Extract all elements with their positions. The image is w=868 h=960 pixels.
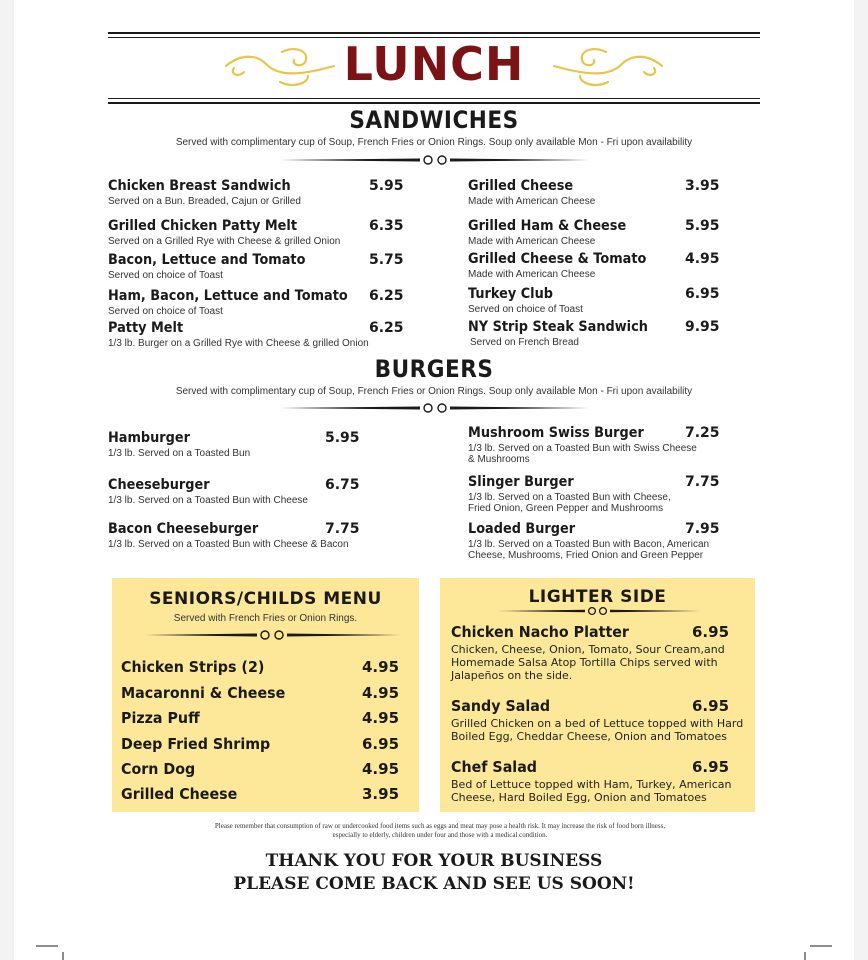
item-desc: Served on French Bread [470, 337, 579, 348]
item-price: 5.95 [369, 178, 404, 194]
item-price: 6.75 [325, 477, 360, 493]
item-price: 4.95 [362, 760, 400, 778]
item-price: 6.25 [369, 320, 404, 336]
item-name: Grilled Chicken Patty Melt [108, 218, 298, 234]
item-name: Bacon, Lettuce and Tomato [108, 252, 306, 268]
header-rule-bottom-thin [108, 98, 760, 99]
item-desc-line1: 1/3 lb. Served on a Toasted Bun with Cheese, [468, 492, 671, 503]
item-name: Loaded Burger [468, 521, 576, 537]
item-desc-line2: Boiled Egg, Cheddar Cheese, Onion and Tomatoes [451, 730, 728, 743]
lighter-heading: LIGHTER SIDE [528, 587, 667, 607]
item-price: 4.95 [362, 709, 400, 727]
item-price: 7.75 [325, 521, 360, 537]
item-name: Chicken Breast Sandwich [108, 178, 291, 194]
item-price: 7.25 [685, 425, 720, 441]
item-name: NY Strip Steak Sandwich [468, 319, 648, 335]
item-desc-line3: Jalapeños on the side. [451, 669, 573, 682]
thanks-line2: PLEASE COME BACK AND SEE US SOON! [233, 874, 635, 894]
burgers-subtitle: Served with complimentary cup of Soup, French Fries or Onion Rings. Soup only available Mon - Fri upon availability [175, 386, 693, 397]
thanks-line1: THANK YOU FOR YOUR BUSINESS [265, 851, 603, 871]
item-desc-line2: Cheese, Mushrooms, Fried Onion and Green Pepper [468, 550, 704, 561]
item-price: 3.95 [685, 178, 720, 194]
seniors-divider-icon [145, 628, 400, 642]
seniors-heading: SENIORS/CHILDS MENU [149, 589, 382, 609]
item-desc: Made with American Cheese [468, 236, 596, 247]
item-name: Mushroom Swiss Burger [468, 425, 644, 441]
item-desc: 1/3 lb. Burger on a Grilled Rye with Cheese & grilled Onion [108, 338, 369, 349]
lighter-side-box [440, 578, 755, 812]
seniors-menu-box [112, 578, 419, 812]
item-name: Corn Dog [121, 760, 196, 778]
lighter-divider-icon [495, 605, 700, 617]
item-name: Sandy Salad [451, 697, 551, 715]
item-name: Turkey Club [468, 286, 553, 302]
item-name: Ham, Bacon, Lettuce and Tomato [108, 288, 348, 304]
item-name: Grilled Cheese & Tomato [468, 251, 647, 267]
item-desc-line1: Chicken, Cheese, Onion, Tomato, Sour Cream,and [451, 643, 725, 656]
disclaimer-line1: Please remember that consumption of raw or undercooked food items such as eggs and meat may pose a health risk. It may increase the risk of food born illness, [214, 822, 666, 830]
item-price: 3.95 [362, 785, 400, 803]
item-desc: 1/3 lb. Served on a Toasted Bun [108, 448, 251, 459]
item-desc: Served on choice of Toast [468, 304, 583, 315]
health-disclaimer [160, 822, 720, 840]
item-name: Bacon Cheeseburger [108, 521, 259, 537]
item-price: 5.95 [325, 430, 360, 446]
item-desc: Served on choice of Toast [108, 270, 223, 281]
item-price: 4.95 [362, 684, 400, 702]
item-desc-line2: & Mushrooms [468, 454, 530, 465]
item-name: Patty Melt [108, 320, 184, 336]
item-desc: Made with American Cheese [468, 269, 596, 280]
item-price: 6.95 [692, 697, 730, 715]
item-price: 4.95 [685, 251, 720, 267]
item-name: Grilled Cheese [121, 785, 238, 803]
item-price: 7.75 [685, 474, 720, 490]
sandwiches-subtitle: Served with complimentary cup of Soup, French Fries or Onion Rings. Soup only available Mon - Fri upon availability [175, 137, 693, 148]
item-name: Hamburger [108, 430, 190, 446]
sandwiches-divider-icon [280, 153, 590, 167]
item-name: Pizza Puff [121, 709, 200, 727]
item-name: Chef Salad [451, 758, 538, 776]
page-title: LUNCH [343, 37, 525, 91]
crop-mark-right-icon [802, 940, 832, 960]
item-desc-line2: Cheese, Hard Boiled Egg, Onion and Tomatoes [451, 791, 707, 804]
item-price: 7.95 [685, 521, 720, 537]
item-desc-line2: Homemade Salsa Atop Tortilla Chips served with [451, 656, 718, 669]
item-name: Cheeseburger [108, 477, 210, 493]
item-name: Grilled Cheese [468, 178, 574, 194]
item-desc: Served on a Grilled Rye with Cheese & grilled Onion [108, 236, 341, 247]
item-price: 4.95 [362, 658, 400, 676]
disclaimer-line2: especially to elderly, children under four and those with a medical condition. [332, 831, 548, 839]
item-desc: 1/3 lb. Served on a Toasted Bun with Cheese & Bacon [108, 539, 349, 550]
item-desc-line1: Bed of Lettuce topped with Ham, Turkey, American [451, 778, 732, 791]
item-price: 6.95 [685, 286, 720, 302]
item-price: 6.35 [369, 218, 404, 234]
item-name: Deep Fried Shrimp [121, 735, 271, 753]
item-desc: Made with American Cheese [468, 196, 596, 207]
item-name: Chicken Nacho Platter [451, 623, 629, 641]
item-price: 6.25 [369, 288, 404, 304]
item-desc-line1: 1/3 lb. Served on a Toasted Bun with Swiss Cheese [468, 443, 697, 454]
item-price: 6.95 [692, 758, 730, 776]
item-price: 9.95 [685, 319, 720, 335]
item-desc-line1: Grilled Chicken on a bed of Lettuce topped with Hard [451, 717, 744, 730]
item-desc: 1/3 lb. Served on a Toasted Bun with Cheese [108, 495, 308, 506]
item-desc-line1: 1/3 lb. Served on a Toasted Bun with Bacon, American [468, 539, 710, 550]
item-name: Macaronni & Cheese [121, 684, 286, 702]
sandwiches-heading: SANDWICHES [349, 106, 519, 134]
item-price: 5.95 [685, 218, 720, 234]
item-desc-line2: Fried Onion, Green Pepper and Mushrooms [468, 503, 664, 514]
item-price: 5.75 [369, 252, 404, 268]
item-price: 6.95 [692, 623, 730, 641]
crop-mark-left-icon [36, 940, 66, 960]
item-desc: Served on a Bun. Breaded, Cajun or Grilled [108, 196, 301, 207]
burgers-divider-icon [280, 401, 590, 415]
item-price: 6.95 [362, 735, 400, 753]
seniors-subtitle: Served with French Fries or Onion Rings. [173, 613, 358, 624]
item-name: Slinger Burger [468, 474, 574, 490]
item-desc: Served on choice of Toast [108, 306, 223, 317]
item-name: Chicken Strips (2) [121, 658, 265, 676]
burgers-heading: BURGERS [374, 355, 494, 383]
header-rule-bottom [108, 102, 760, 104]
item-name: Grilled Ham & Cheese [468, 218, 627, 234]
